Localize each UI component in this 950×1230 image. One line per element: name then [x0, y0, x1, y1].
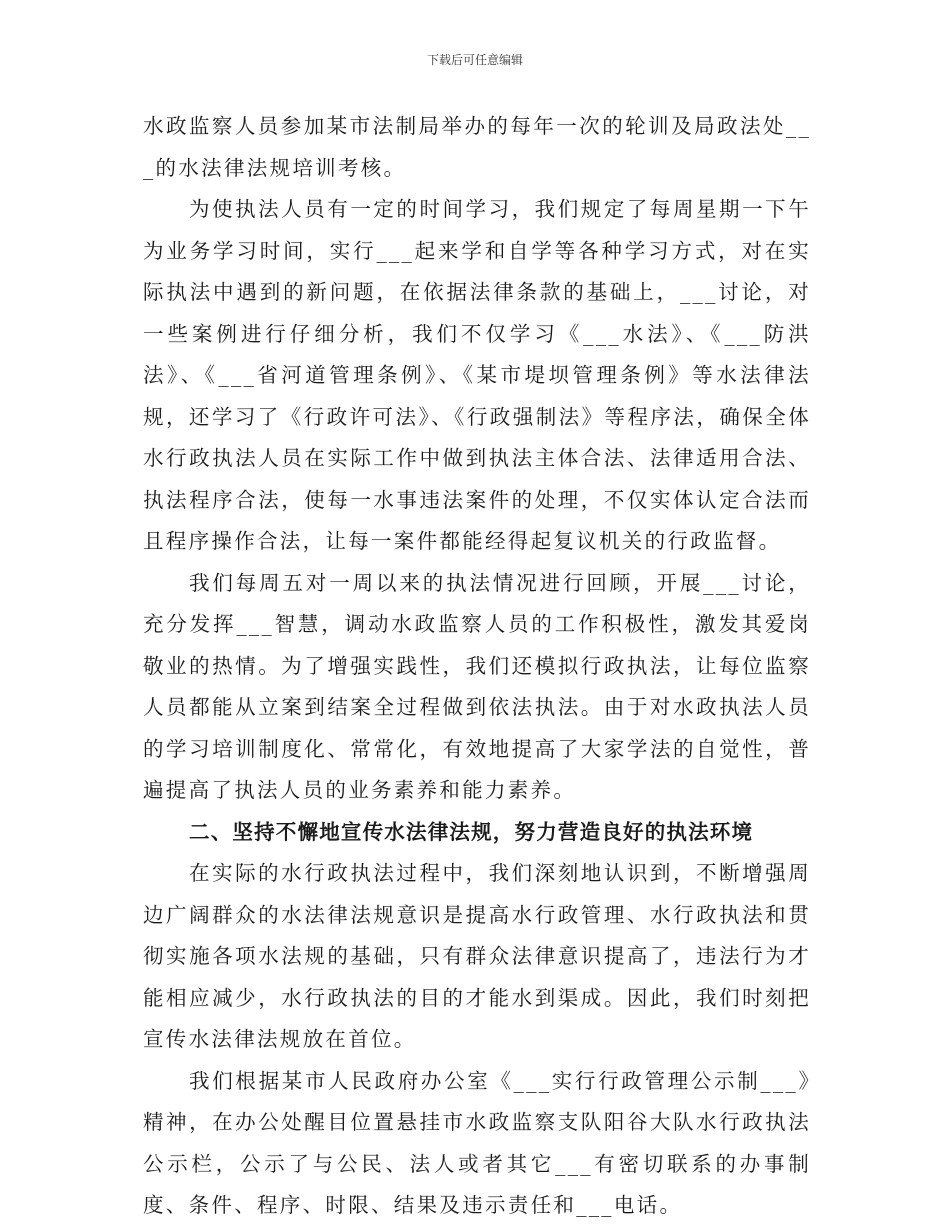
document-body — [143, 106, 811, 1227]
paragraph-study-time: 为使执法人员有一定的时间学习，我们规定了每周星期一下午为业务学习时间，实行___起来学和自学等各种学习方式，对在实际执法中遇到的新问题，在依据法律条款的基础上，___讨论，对一些案例进行仔细分析，我们不仅学习《___水法》、《___防洪法》、《___省河道管理条例》、《某市堤坝管理条例》等水法律法规，还学习了《行政许可法》、《行政强制法》等程序法，确保全体水行政执法人员在实际工作中做到执法主体合法、法律适用合法、执法程序合法，使每一水事违法案件的处理，不仅实体认定合法而且程序操作合法，让每一案件都能经得起复议机关的行政监督。 — [143, 197, 811, 553]
paragraph-public-notice: 我们根据某市人民政府办公室《___实行行政管理公示制___》精神，在办公处醒目位置悬挂市水政监察支队阳谷大队水行政执法公示栏，公示了与公民、法人或者其它___有密切联系的办事制度、条件、程序、时限、结果及违示责任和___电话。 — [143, 1068, 811, 1217]
paragraph-awareness: 在实际的水行政执法过程中，我们深刻地认识到，不断增强周边广阔群众的水法律法规意识是提高水行政管理、水行政执法和贯彻实施各项水法规的基础，只有群众法律意识提高了，违法行为才能相应减少，水行政执法的目的才能水到渠成。因此，我们时刻把宣传水法律法规放在首位。 — [143, 861, 811, 1051]
page-header: 下载后可任意编辑 — [426, 53, 523, 67]
paragraph-continued: 水政监察人员参加某市法制局举办的每年一次的轮训及局政法处___的水法律法规培训考核。 — [143, 114, 811, 180]
section-heading-2: 二、坚持不懈地宣传水法律法规，努力营造良好的执法环境 — [189, 819, 754, 844]
paragraph-weekly-review: 我们每周五对一周以来的执法情况进行回顾，开展___讨论，充分发挥___智慧，调动水政监察人员的工作积极性，激发其爱岗敬业的热情。为了增强实践性，我们还模拟行政执法，让每位监察人员都能从立案到结案全过程做到依法执法。由于对水政执法人员的学习培训制度化、常常化，有效地提高了大家学法的自觉性，普遍提高了执法人员的业务素养和能力素养。 — [143, 570, 811, 802]
